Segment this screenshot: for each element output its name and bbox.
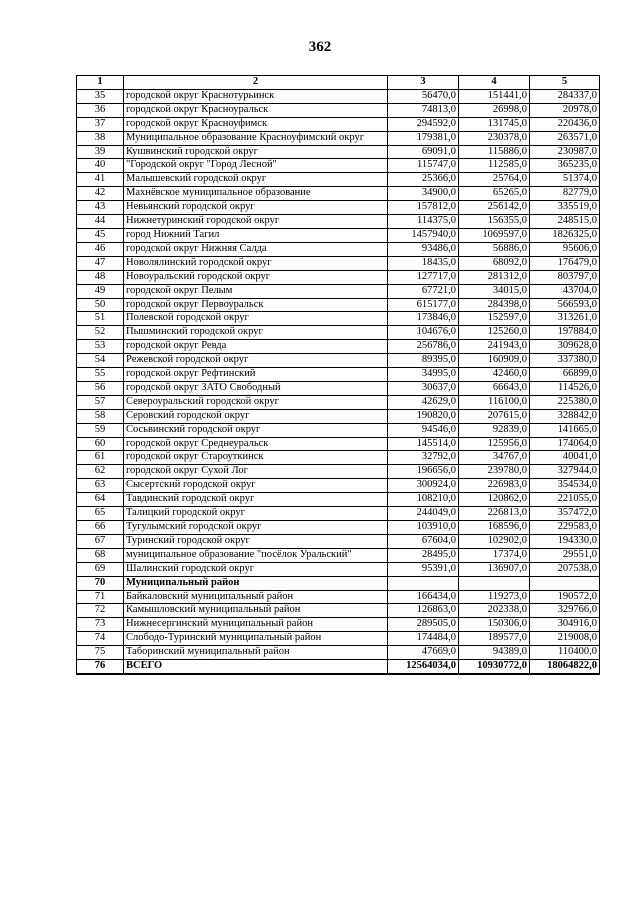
value-column-3: 166434,0 (388, 590, 459, 604)
value-column-3: 126863,0 (388, 604, 459, 618)
value-column-5: 110400,0 (530, 646, 600, 660)
municipality-name: город Нижний Тагил (124, 228, 388, 242)
value-column-5: 197884,0 (530, 326, 600, 340)
value-column-5: 225380,0 (530, 395, 600, 409)
table-row (77, 604, 600, 618)
value-column-4: 56886,0 (459, 242, 530, 256)
value-column-5: 803797,0 (530, 270, 600, 284)
value-column-3: 94546,0 (388, 423, 459, 437)
table-row (77, 201, 600, 215)
value-column-3: 25366,0 (388, 173, 459, 187)
row-number: 66 (77, 521, 124, 535)
table-row (77, 381, 600, 395)
municipality-name: Нижнесергинский муниципальный район (124, 618, 388, 632)
municipality-name: Тавдинский городской округ (124, 493, 388, 507)
value-column-5 (530, 576, 600, 590)
table-row (77, 354, 600, 368)
municipality-name: Невьянский городской округ (124, 201, 388, 215)
row-number: 60 (77, 437, 124, 451)
table-row (77, 507, 600, 521)
value-column-5: 328842,0 (530, 409, 600, 423)
value-column-5: 1826325,0 (530, 228, 600, 242)
table-row (77, 228, 600, 242)
column-header: 4 (459, 76, 530, 90)
value-column-3: 12564034,0 (388, 660, 459, 674)
data-table (76, 75, 600, 675)
value-column-5: 95606,0 (530, 242, 600, 256)
row-number: 38 (77, 131, 124, 145)
value-column-4: 66643,0 (459, 381, 530, 395)
municipality-name: городской округ Пелым (124, 284, 388, 298)
table-row (77, 270, 600, 284)
table-row (77, 423, 600, 437)
municipality-name: городской округ Староуткинск (124, 451, 388, 465)
table-row (77, 576, 600, 590)
value-column-3: 1457940,0 (388, 228, 459, 242)
row-number: 65 (77, 507, 124, 521)
municipality-name: Слободо-Туринский муниципальный район (124, 632, 388, 646)
value-column-5: 337380,0 (530, 354, 600, 368)
value-column-3: 256786,0 (388, 340, 459, 354)
municipality-name: Шалинский городской округ (124, 562, 388, 576)
municipality-name: Сосьвинский городской округ (124, 423, 388, 437)
row-number: 54 (77, 354, 124, 368)
row-number: 42 (77, 187, 124, 201)
value-column-3: 108210,0 (388, 493, 459, 507)
row-number: 72 (77, 604, 124, 618)
row-number: 53 (77, 340, 124, 354)
table-row (77, 562, 600, 576)
table-header-row (77, 76, 600, 90)
table-row (77, 590, 600, 604)
value-column-5: 335519,0 (530, 201, 600, 215)
value-column-5: 354534,0 (530, 479, 600, 493)
value-column-4: 207615,0 (459, 409, 530, 423)
value-column-5: 329766,0 (530, 604, 600, 618)
value-column-3: 294592,0 (388, 117, 459, 131)
row-number: 51 (77, 312, 124, 326)
column-header: 5 (530, 76, 600, 90)
value-column-5: 174064,0 (530, 437, 600, 451)
value-column-4: 151441,0 (459, 89, 530, 103)
row-number: 50 (77, 298, 124, 312)
municipality-name: городской округ Сухой Лог (124, 465, 388, 479)
column-header: 1 (77, 76, 124, 90)
value-column-3: 157812,0 (388, 201, 459, 215)
value-column-3 (388, 576, 459, 590)
municipality-name: Новоуральский городской округ (124, 270, 388, 284)
value-column-4: 26998,0 (459, 103, 530, 117)
value-column-5: 248515,0 (530, 215, 600, 229)
municipality-name: Махнёвское муниципальное образование (124, 187, 388, 201)
value-column-5: 365235,0 (530, 159, 600, 173)
value-column-5: 313261,0 (530, 312, 600, 326)
value-column-4: 189577,0 (459, 632, 530, 646)
value-column-4: 226813,0 (459, 507, 530, 521)
table-row (77, 618, 600, 632)
table-row (77, 548, 600, 562)
row-number: 67 (77, 534, 124, 548)
value-column-4: 256142,0 (459, 201, 530, 215)
row-number: 70 (77, 576, 124, 590)
table-row (77, 395, 600, 409)
value-column-3: 28495,0 (388, 548, 459, 562)
municipality-name: Камышловский муниципальный район (124, 604, 388, 618)
municipality-name: городской округ Среднеуральск (124, 437, 388, 451)
value-column-4: 17374,0 (459, 548, 530, 562)
value-column-4: 68092,0 (459, 256, 530, 270)
table-row (77, 521, 600, 535)
municipality-name: городской округ Красноуральск (124, 103, 388, 117)
municipality-name: городской округ Ревда (124, 340, 388, 354)
value-column-3: 69091,0 (388, 145, 459, 159)
municipality-name: Байкаловский муниципальный район (124, 590, 388, 604)
table-row (77, 312, 600, 326)
table-row (77, 646, 600, 660)
table-row (77, 534, 600, 548)
value-column-3: 42629,0 (388, 395, 459, 409)
value-column-3: 300924,0 (388, 479, 459, 493)
value-column-3: 74813,0 (388, 103, 459, 117)
row-number: 74 (77, 632, 124, 646)
row-number: 73 (77, 618, 124, 632)
value-column-4: 284398,0 (459, 298, 530, 312)
value-column-3: 145514,0 (388, 437, 459, 451)
table-row (77, 215, 600, 229)
value-column-3: 174484,0 (388, 632, 459, 646)
value-column-3: 30637,0 (388, 381, 459, 395)
row-number: 35 (77, 89, 124, 103)
value-column-3: 67604,0 (388, 534, 459, 548)
table-row (77, 493, 600, 507)
value-column-4: 116100,0 (459, 395, 530, 409)
table-row (77, 256, 600, 270)
value-column-4 (459, 576, 530, 590)
value-column-4: 115886,0 (459, 145, 530, 159)
column-header: 2 (124, 76, 388, 90)
value-column-4: 10930772,0 (459, 660, 530, 674)
table-row (77, 437, 600, 451)
row-number: 46 (77, 242, 124, 256)
municipality-name: Туринский городской округ (124, 534, 388, 548)
value-column-5: 309628,0 (530, 340, 600, 354)
table-row (77, 368, 600, 382)
value-column-4: 65265,0 (459, 187, 530, 201)
table-row (77, 242, 600, 256)
table-row (77, 145, 600, 159)
value-column-4: 94389,0 (459, 646, 530, 660)
row-number: 49 (77, 284, 124, 298)
table-row (77, 326, 600, 340)
value-column-5: 357472,0 (530, 507, 600, 521)
table-row (77, 660, 600, 674)
table-row (77, 117, 600, 131)
municipality-name: городской округ Краснотурьинск (124, 89, 388, 103)
value-column-4: 125260,0 (459, 326, 530, 340)
value-column-3: 47669,0 (388, 646, 459, 660)
table-row (77, 479, 600, 493)
municipality-name: муниципальное образование "посёлок Уральский" (124, 548, 388, 562)
municipality-name: Тугулымский городской округ (124, 521, 388, 535)
row-number: 69 (77, 562, 124, 576)
value-column-5: 29551,0 (530, 548, 600, 562)
row-number: 36 (77, 103, 124, 117)
table-row (77, 409, 600, 423)
row-number: 47 (77, 256, 124, 270)
row-number: 44 (77, 215, 124, 229)
municipality-name: Малышевский городской округ (124, 173, 388, 187)
value-column-3: 104676,0 (388, 326, 459, 340)
value-column-4: 226983,0 (459, 479, 530, 493)
table-row (77, 340, 600, 354)
value-column-4: 136907,0 (459, 562, 530, 576)
value-column-5: 284337,0 (530, 89, 600, 103)
municipality-name: городской округ Первоуральск (124, 298, 388, 312)
municipality-name: городской округ Нижняя Салда (124, 242, 388, 256)
table-row (77, 465, 600, 479)
municipality-name: Нижнетуринский городской округ (124, 215, 388, 229)
value-column-3: 34900,0 (388, 187, 459, 201)
value-column-4: 150306,0 (459, 618, 530, 632)
municipality-name: Новолялинский городской округ (124, 256, 388, 270)
municipality-name: Талицкий городской округ (124, 507, 388, 521)
value-column-3: 289505,0 (388, 618, 459, 632)
value-column-5: 219008,0 (530, 632, 600, 646)
value-column-3: 32792,0 (388, 451, 459, 465)
value-column-3: 115747,0 (388, 159, 459, 173)
table-row (77, 173, 600, 187)
value-column-5: 230987,0 (530, 145, 600, 159)
value-column-3: 127717,0 (388, 270, 459, 284)
municipality-name: городской округ ЗАТО Свободный (124, 381, 388, 395)
municipality-name: Таборинский муниципальный район (124, 646, 388, 660)
value-column-4: 119273,0 (459, 590, 530, 604)
table-row (77, 103, 600, 117)
value-column-5: 229583,0 (530, 521, 600, 535)
value-column-3: 196656,0 (388, 465, 459, 479)
row-number: 64 (77, 493, 124, 507)
municipality-name: Полевской городской округ (124, 312, 388, 326)
value-column-4: 34015,0 (459, 284, 530, 298)
row-number: 41 (77, 173, 124, 187)
column-header: 3 (388, 76, 459, 90)
row-number: 56 (77, 381, 124, 395)
value-column-4: 25764,0 (459, 173, 530, 187)
value-column-3: 34995,0 (388, 368, 459, 382)
value-column-4: 160909,0 (459, 354, 530, 368)
value-column-5: 51374,0 (530, 173, 600, 187)
municipality-name: городской округ Красноуфимск (124, 117, 388, 131)
value-column-3: 244049,0 (388, 507, 459, 521)
municipality-name: Серовский городской округ (124, 409, 388, 423)
municipality-name: Кушвинский городской округ (124, 145, 388, 159)
value-column-5: 176479,0 (530, 256, 600, 270)
table-row (77, 298, 600, 312)
value-column-4: 239780,0 (459, 465, 530, 479)
municipality-name: Муниципальное образование Красноуфимский округ (124, 131, 388, 145)
municipality-name: Муниципальный район (124, 576, 388, 590)
row-number: 43 (77, 201, 124, 215)
row-number: 71 (77, 590, 124, 604)
value-column-3: 56470,0 (388, 89, 459, 103)
value-column-5: 141665,0 (530, 423, 600, 437)
value-column-5: 190572,0 (530, 590, 600, 604)
municipality-name: городской округ Рефтинский (124, 368, 388, 382)
value-column-3: 173846,0 (388, 312, 459, 326)
value-column-3: 615177,0 (388, 298, 459, 312)
value-column-4: 241943,0 (459, 340, 530, 354)
value-column-5: 263571,0 (530, 131, 600, 145)
row-number: 68 (77, 548, 124, 562)
page-number: 362 (308, 39, 332, 55)
row-number: 55 (77, 368, 124, 382)
value-column-3: 190820,0 (388, 409, 459, 423)
value-column-5: 221055,0 (530, 493, 600, 507)
row-number: 48 (77, 270, 124, 284)
value-column-4: 230378,0 (459, 131, 530, 145)
table-row (77, 159, 600, 173)
row-number: 75 (77, 646, 124, 660)
value-column-5: 566593,0 (530, 298, 600, 312)
value-column-4: 1069597,0 (459, 228, 530, 242)
row-number: 45 (77, 228, 124, 242)
value-column-5: 66899,0 (530, 368, 600, 382)
value-column-4: 92839,0 (459, 423, 530, 437)
row-number: 62 (77, 465, 124, 479)
table-body (77, 89, 600, 674)
value-column-4: 34767,0 (459, 451, 530, 465)
table-row (77, 131, 600, 145)
row-number: 59 (77, 423, 124, 437)
value-column-4: 168596,0 (459, 521, 530, 535)
value-column-3: 114375,0 (388, 215, 459, 229)
row-number: 52 (77, 326, 124, 340)
value-column-4: 202338,0 (459, 604, 530, 618)
value-column-3: 95391,0 (388, 562, 459, 576)
value-column-5: 194330,0 (530, 534, 600, 548)
table-row (77, 632, 600, 646)
value-column-4: 152597,0 (459, 312, 530, 326)
municipality-name: ВСЕГО (124, 660, 388, 674)
value-column-3: 93486,0 (388, 242, 459, 256)
value-column-3: 179381,0 (388, 131, 459, 145)
value-column-5: 114526,0 (530, 381, 600, 395)
value-column-4: 125956,0 (459, 437, 530, 451)
row-number: 58 (77, 409, 124, 423)
municipality-name: "Городской округ "Город Лесной" (124, 159, 388, 173)
value-column-4: 156355,0 (459, 215, 530, 229)
municipality-name: Североуральский городской округ (124, 395, 388, 409)
value-column-3: 103910,0 (388, 521, 459, 535)
value-column-4: 281312,0 (459, 270, 530, 284)
value-column-4: 112585,0 (459, 159, 530, 173)
value-column-4: 120862,0 (459, 493, 530, 507)
value-column-3: 67721,0 (388, 284, 459, 298)
value-column-5: 304916,0 (530, 618, 600, 632)
value-column-5: 20978,0 (530, 103, 600, 117)
value-column-3: 89395,0 (388, 354, 459, 368)
value-column-4: 42460,0 (459, 368, 530, 382)
municipality-name: Режевской городской округ (124, 354, 388, 368)
table-row (77, 284, 600, 298)
municipality-name: Пышминский городской округ (124, 326, 388, 340)
row-number: 63 (77, 479, 124, 493)
value-column-5: 40041,0 (530, 451, 600, 465)
row-number: 76 (77, 660, 124, 674)
row-number: 61 (77, 451, 124, 465)
value-column-4: 102902,0 (459, 534, 530, 548)
row-number: 39 (77, 145, 124, 159)
row-number: 40 (77, 159, 124, 173)
value-column-5: 220436,0 (530, 117, 600, 131)
row-number: 57 (77, 395, 124, 409)
value-column-3: 18435,0 (388, 256, 459, 270)
value-column-5: 43704,0 (530, 284, 600, 298)
table-row (77, 451, 600, 465)
municipality-name: Сысертский городской округ (124, 479, 388, 493)
value-column-5: 207538,0 (530, 562, 600, 576)
value-column-5: 18064822,0 (530, 660, 600, 674)
value-column-4: 131745,0 (459, 117, 530, 131)
row-number: 37 (77, 117, 124, 131)
table-row (77, 89, 600, 103)
table-row (77, 187, 600, 201)
value-column-5: 82779,0 (530, 187, 600, 201)
value-column-5: 327944,0 (530, 465, 600, 479)
